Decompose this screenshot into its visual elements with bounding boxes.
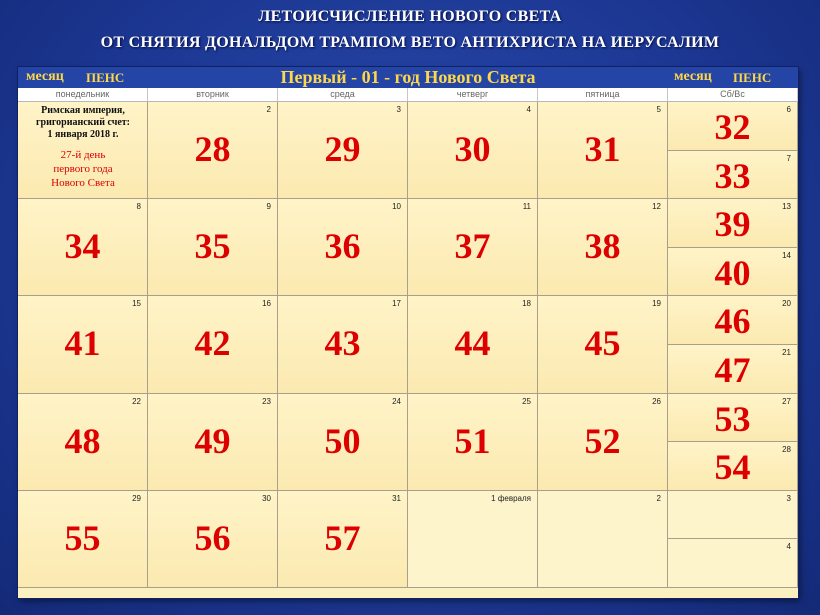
day-cell <box>538 199 668 296</box>
day-cell <box>18 394 148 491</box>
new-world-day-number: 40 <box>714 252 751 293</box>
day-cell <box>408 102 538 199</box>
weekend-cell <box>668 199 798 248</box>
calendar-frame <box>18 67 798 598</box>
new-world-day-number: 47 <box>714 350 751 390</box>
new-world-day-number: 50 <box>324 420 361 461</box>
gregorian-date: 21 <box>782 348 791 357</box>
weekday-weekend: Сб/Вс <box>668 88 798 101</box>
new-world-day-number: 46 <box>714 301 751 342</box>
gregorian-date: 4 <box>786 542 791 552</box>
gregorian-note-line: Римская империя, <box>41 105 125 116</box>
gregorian-date: 14 <box>782 250 791 260</box>
gregorian-date: 23 <box>262 396 271 406</box>
day-cell <box>408 199 538 296</box>
new-world-day-number: 35 <box>194 226 231 267</box>
new-world-day-number: 49 <box>194 420 231 461</box>
gregorian-date: 16 <box>262 299 271 309</box>
day-cell <box>148 102 278 199</box>
gregorian-date: 11 <box>522 202 531 212</box>
weekday-thursday: четверг <box>408 88 538 101</box>
new-world-day-number: 43 <box>324 323 361 364</box>
new-world-day-note <box>22 148 144 190</box>
gregorian-date: 3 <box>396 105 401 114</box>
gregorian-date: 25 <box>522 396 531 406</box>
month-bar <box>18 67 798 88</box>
day-cell <box>278 102 408 199</box>
gregorian-date: 22 <box>132 396 141 406</box>
weekend-cell <box>668 442 798 491</box>
day-cell <box>538 491 668 588</box>
new-world-day-number: 57 <box>324 517 361 558</box>
new-world-day-number: 31 <box>584 129 621 169</box>
page-title-line2: ОТ СНЯТИЯ ДОНАЛЬДОМ ТРАМПОМ ВЕТО АНТИХРИСТА НА ИЕРУСАЛИМ <box>100 34 720 51</box>
new-world-day-number: 38 <box>584 226 621 267</box>
new-world-day-note-line: первого года <box>53 163 113 175</box>
day-cell <box>18 491 148 588</box>
new-world-day-number: 34 <box>64 226 101 267</box>
gregorian-date: 29 <box>132 493 141 503</box>
day-cell <box>18 296 148 393</box>
gregorian-date: 24 <box>392 396 401 406</box>
month-name-left: ПЕНС <box>86 70 125 85</box>
new-world-day-number: 37 <box>454 226 491 267</box>
new-world-day-number: 48 <box>64 420 101 461</box>
new-world-day-number: 52 <box>584 420 621 461</box>
gregorian-note-line: 1 января 2018 г. <box>47 129 119 140</box>
new-world-day-number: 29 <box>324 129 361 169</box>
new-world-day-number: 54 <box>714 447 751 488</box>
day-cell <box>538 394 668 491</box>
new-world-day-number: 41 <box>64 323 101 364</box>
gregorian-date: 31 <box>392 493 401 503</box>
month-label-right: месяц <box>674 69 712 84</box>
new-world-day-note-line: Нового Света <box>51 177 115 189</box>
new-world-day-number: 36 <box>324 226 361 267</box>
day-cell <box>278 199 408 296</box>
day-cell <box>18 102 148 199</box>
weekend-cell <box>668 151 798 200</box>
new-world-day-number: 51 <box>454 420 491 461</box>
new-world-day-number: 28 <box>194 129 231 169</box>
weekend-cell <box>668 394 798 443</box>
new-world-day-number: 55 <box>64 517 101 558</box>
gregorian-date: 27 <box>782 396 791 406</box>
day-cell <box>538 102 668 199</box>
gregorian-date: 10 <box>392 202 401 212</box>
new-world-day-note-line: 27-й день <box>60 149 106 161</box>
weekend-cell <box>668 248 798 297</box>
gregorian-date: 6 <box>786 105 791 114</box>
weekday-header-row <box>18 88 798 102</box>
gregorian-date: 28 <box>782 445 791 455</box>
gregorian-date: 1 февраля <box>491 493 531 503</box>
day-cell <box>278 394 408 491</box>
new-world-day-number: 45 <box>584 323 621 364</box>
gregorian-date: 2 <box>656 493 661 503</box>
weekend-cell <box>668 491 798 540</box>
weekend-cell <box>668 102 798 151</box>
new-world-day-number: 56 <box>194 517 231 558</box>
gregorian-date: 2 <box>266 105 271 114</box>
new-world-day-number: 39 <box>714 204 751 245</box>
gregorian-note-line: григорианский счет: <box>35 117 131 128</box>
new-world-day-number: 30 <box>454 129 491 169</box>
weekend-cell <box>668 345 798 394</box>
weekend-cell <box>668 539 798 588</box>
month-name-right: ПЕНС <box>733 70 772 85</box>
gregorian-date: 15 <box>132 299 141 309</box>
gregorian-date: 8 <box>136 202 141 212</box>
weekend-cell <box>668 296 798 345</box>
gregorian-date: 7 <box>786 153 791 163</box>
new-world-day-number: 53 <box>714 398 751 439</box>
gregorian-date: 3 <box>786 493 791 503</box>
new-world-day-number: 32 <box>714 107 751 147</box>
day-cell <box>278 296 408 393</box>
new-world-day-number: 42 <box>194 323 231 364</box>
gregorian-note <box>22 105 144 141</box>
day-cell <box>408 491 538 588</box>
gregorian-date: 4 <box>526 105 531 114</box>
gregorian-date: 13 <box>782 202 791 212</box>
gregorian-date: 26 <box>652 396 661 406</box>
day-cell <box>148 199 278 296</box>
weekday-friday: пятница <box>538 88 668 101</box>
day-cell <box>408 296 538 393</box>
month-label-left: месяц <box>26 69 64 84</box>
gregorian-date: 18 <box>522 299 531 309</box>
gregorian-date: 5 <box>656 105 661 114</box>
weekday-tuesday: вторник <box>148 88 278 101</box>
gregorian-date: 20 <box>782 299 791 309</box>
day-cell <box>278 491 408 588</box>
gregorian-date: 17 <box>392 299 401 309</box>
weekday-monday: понедельник <box>18 88 148 101</box>
day-cell <box>148 491 278 588</box>
day-cell <box>538 296 668 393</box>
gregorian-date: 9 <box>266 202 271 212</box>
day-cell <box>148 296 278 393</box>
day-cell <box>408 394 538 491</box>
gregorian-date: 12 <box>652 202 661 212</box>
gregorian-date: 19 <box>652 299 661 309</box>
weekday-wednesday: среда <box>278 88 408 101</box>
new-world-day-number: 33 <box>714 155 751 196</box>
new-world-day-number: 44 <box>454 323 491 364</box>
page-title-line1: ЛЕТОИСЧИСЛЕНИЕ НОВОГО СВЕТА <box>258 8 562 25</box>
day-cell <box>18 199 148 296</box>
gregorian-date: 30 <box>262 493 271 503</box>
month-title: Первый - 01 - год Нового Света <box>280 67 536 87</box>
day-cell <box>148 394 278 491</box>
